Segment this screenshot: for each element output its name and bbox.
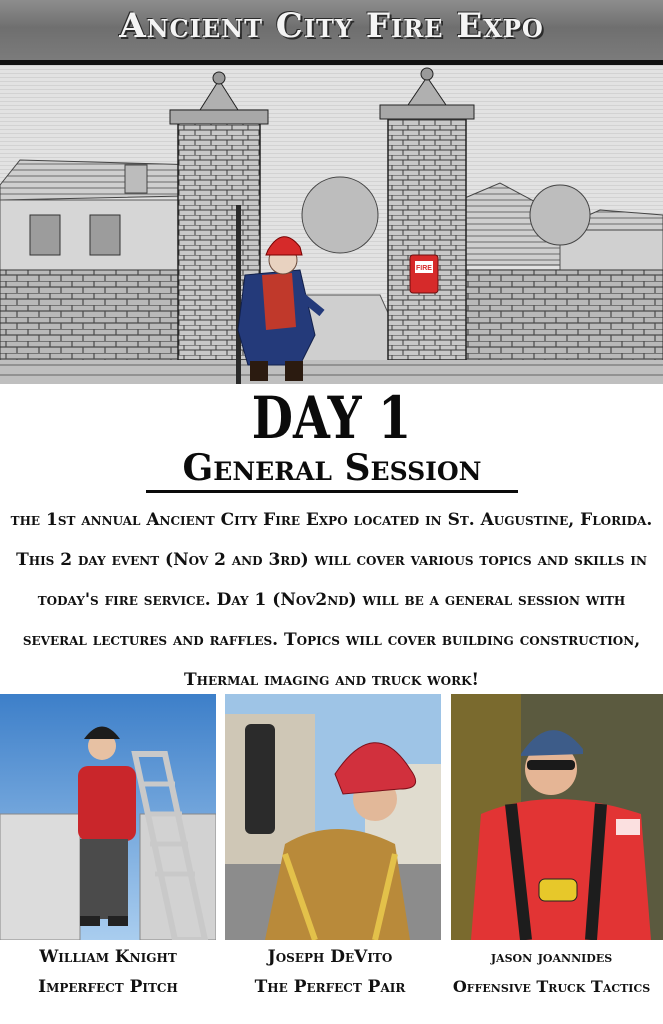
speaker-3-caption — [440, 945, 663, 999]
speaker-1-talk: Imperfect Pitch — [38, 977, 178, 997]
hero-illustration — [0, 65, 663, 384]
speaker-3-talk: Offensive Truck Tactics — [452, 977, 651, 996]
speaker-1-name: William Knight — [39, 947, 177, 967]
speaker-3-name: jason joannides — [490, 947, 613, 966]
event-title: Ancient City Fire Expo — [119, 6, 544, 46]
speaker-2-caption — [222, 945, 438, 999]
speaker-1-caption — [0, 945, 216, 999]
session-heading: General Session — [146, 446, 518, 493]
day-heading: DAY 1 — [251, 384, 412, 452]
speaker-photo-1 — [0, 694, 216, 940]
event-description: the 1st annual Ancient City Fire Expo located in St. Augustine, Florida. This 2 day event (Nov 2 and 3rd) will cover various topics and skills in today's fire service. Day 1 (Nov2nd) will be a general session with several lectures and raffles. Topics will cover building construction, Thermal imaging and truck work! — [10, 510, 653, 690]
speaker-2-talk: The Perfect Pair — [254, 977, 406, 997]
fire-box-label: FIRE — [416, 265, 432, 272]
speaker-photo-3 — [451, 694, 663, 940]
speaker-photo-2 — [225, 694, 441, 940]
speaker-2-name: Joseph DeVito — [267, 947, 393, 967]
city-gate-engraving — [0, 65, 663, 384]
